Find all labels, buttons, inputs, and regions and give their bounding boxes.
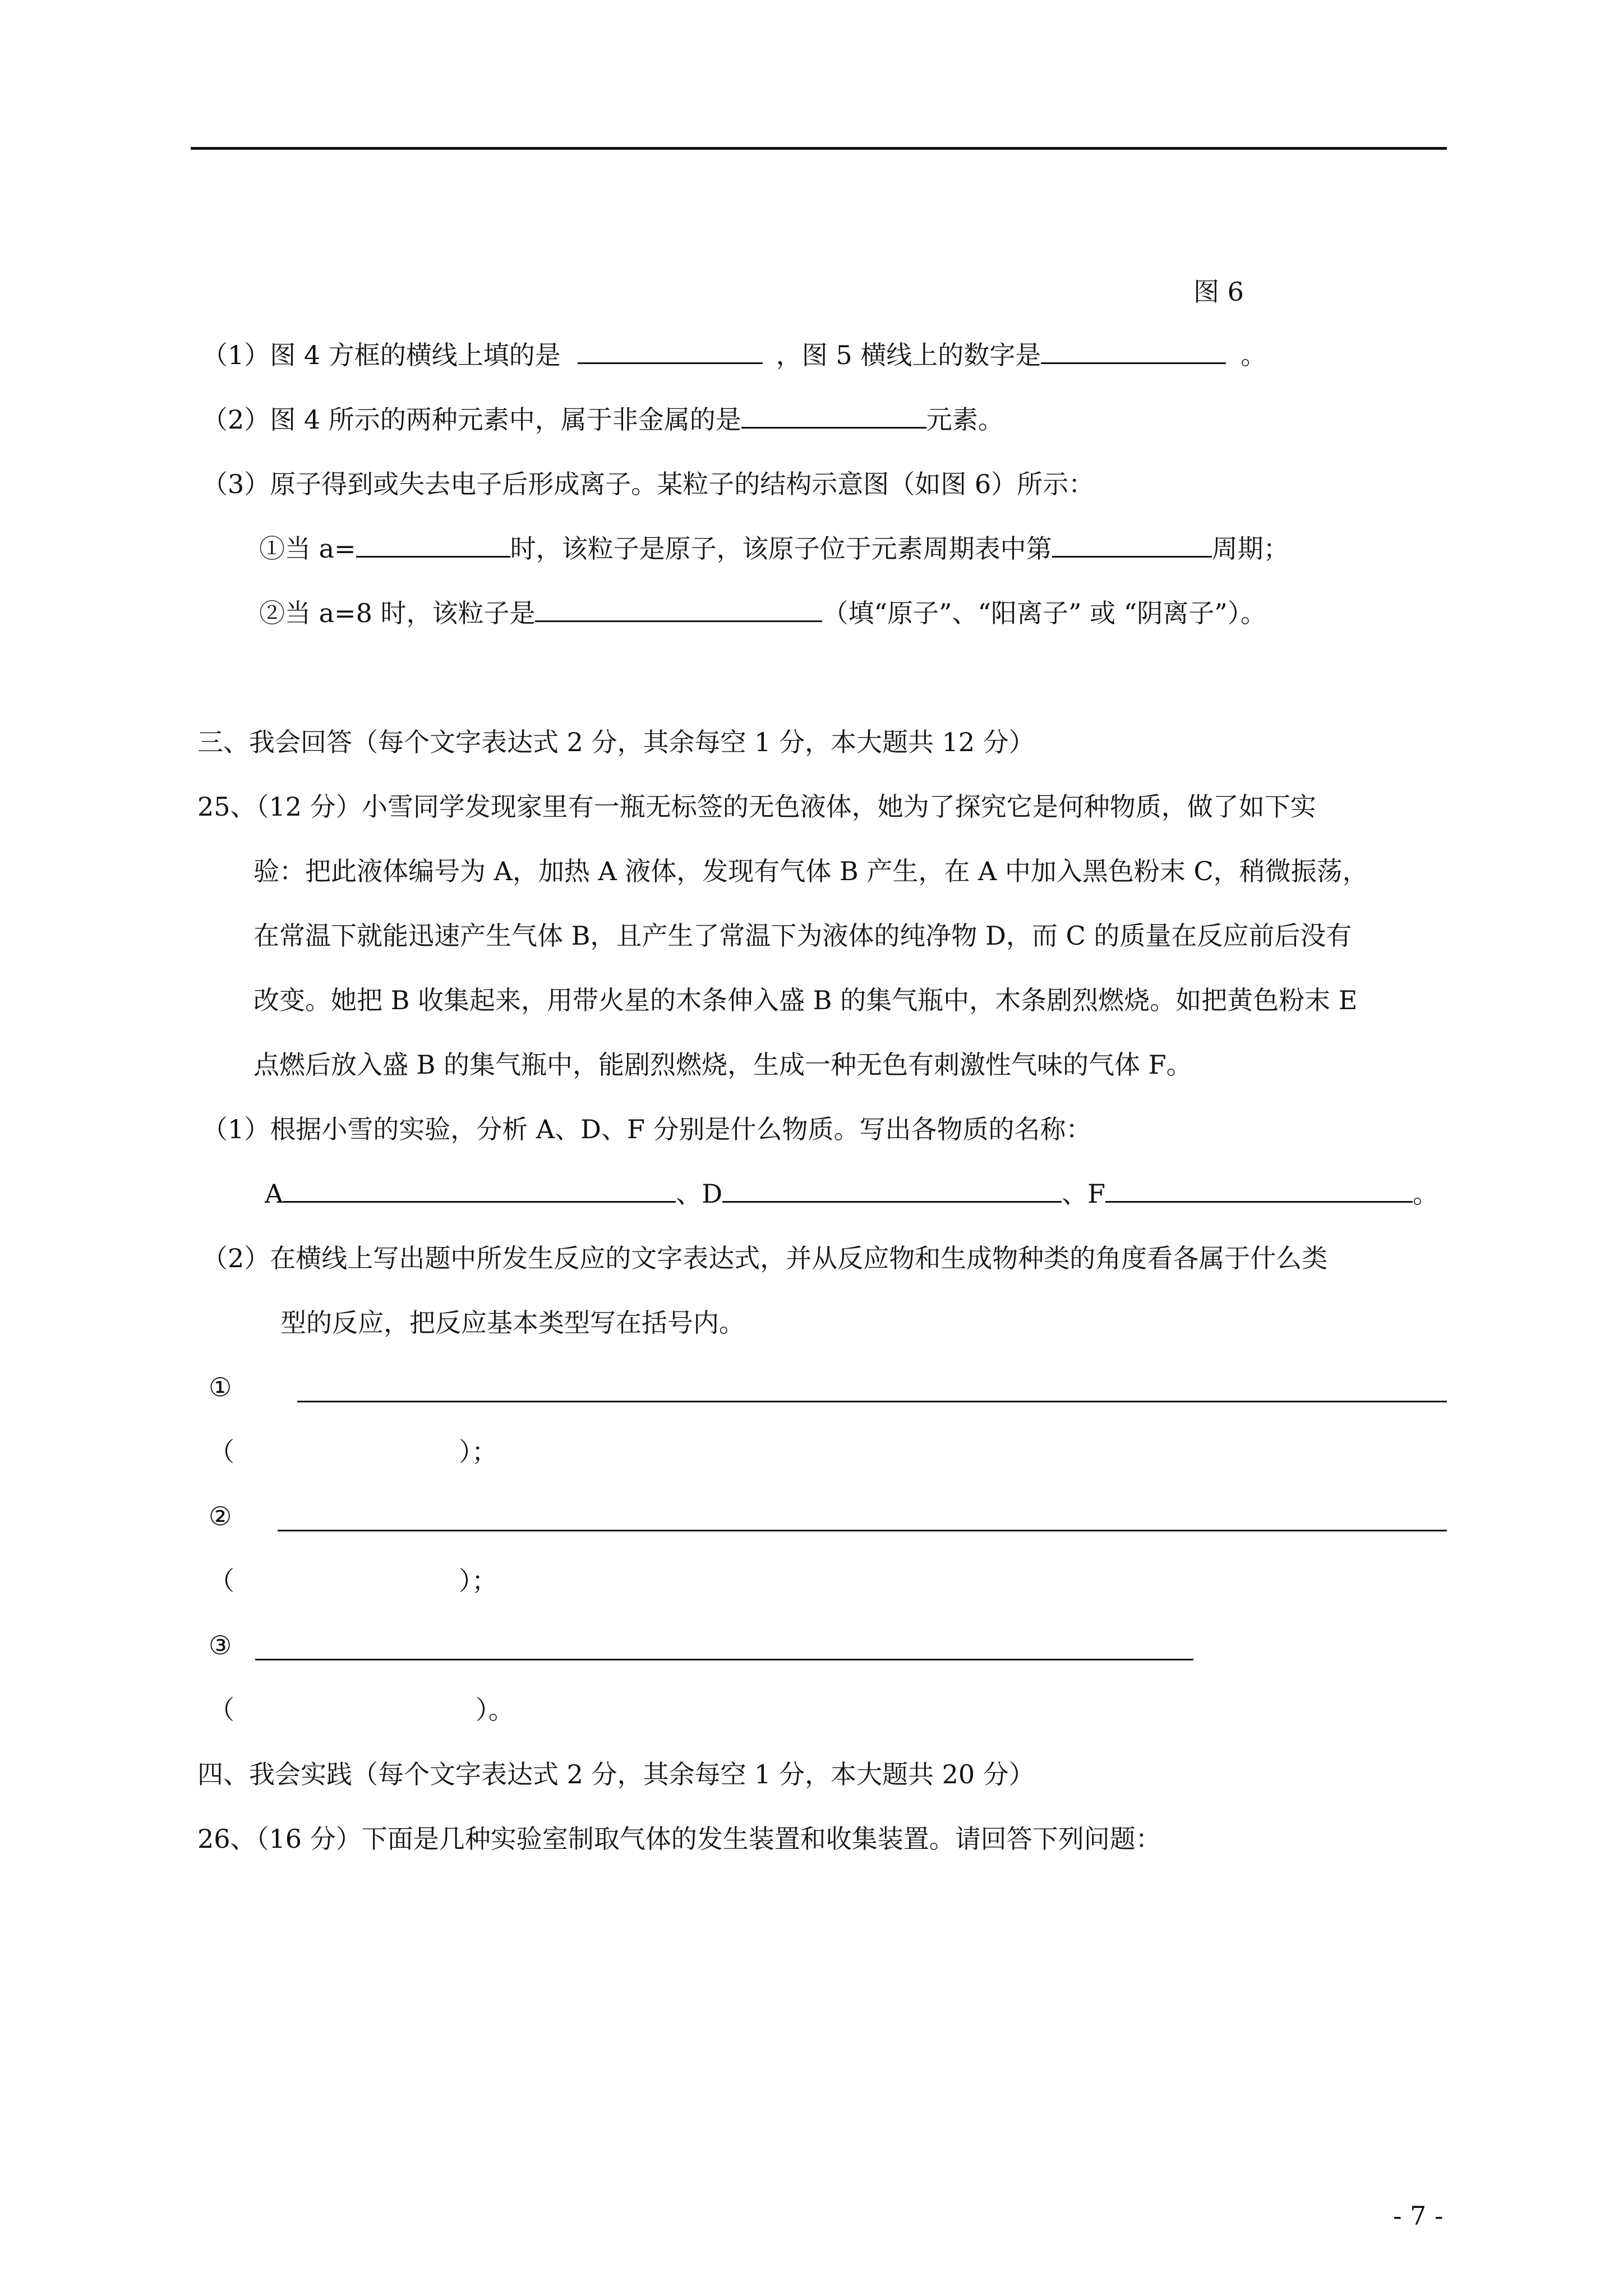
q24-sub2 xyxy=(259,596,1266,630)
marker-2: ② xyxy=(209,1501,232,1531)
q25-part2-a: （2）在横线上写出题中所发生反应的文字表达式，并从反应物和生成物种类的角度看各属于什么类 xyxy=(202,1243,1328,1273)
paren-open-2: （ xyxy=(209,1566,234,1596)
q25-line-5: 点燃后放入盛 B 的集气瓶中，能剧烈燃烧，生成一种无色有刺激性气味的气体 F。 xyxy=(253,1050,1192,1080)
paren-open-3: （ xyxy=(209,1695,234,1725)
equation-1-line[interactable] xyxy=(297,1401,1447,1402)
q24-sub1 xyxy=(259,532,1289,565)
q26-intro: 26、（16 分）下面是几种实验室制取气体的发生装置和收集装置。请回答下列问题： xyxy=(197,1824,1161,1854)
q25-line-3: 在常温下就能迅速产生气体 B，且产生了常温下为液体的纯净物 D，而 C 的质量在反应前后没有 xyxy=(253,921,1352,951)
type-2 xyxy=(209,1564,497,1598)
page-number: - 7 - xyxy=(1393,2201,1444,2231)
label-a: A xyxy=(265,1179,284,1209)
paren-close-3: ）。 xyxy=(476,1695,514,1725)
marker-3: ③ xyxy=(209,1630,232,1660)
blank-name-a[interactable] xyxy=(283,1179,676,1203)
q24-part2-text-a: （2）图 4 所示的两种元素中，属于非金属的是 xyxy=(202,404,741,435)
q25-line-4: 改变。她把 B 收集起来，用带火星的木条伸入盛 B 的集气瓶中，木条剧烈燃烧。如把黄色粉末 E xyxy=(253,985,1358,1015)
type-3 xyxy=(209,1693,514,1727)
names-end: 。 xyxy=(1413,1179,1439,1209)
figure-label: 图 6 xyxy=(1193,277,1244,307)
q24-part1-end: 。 xyxy=(1241,340,1267,370)
blank-fig5[interactable] xyxy=(1041,340,1226,364)
q24-sub1-text-c: 周期； xyxy=(1211,533,1289,564)
q24-sub1-text-a: ①当 a= xyxy=(259,533,356,564)
q24-sub2-text-b: （填“原子”、“阳离子” 或 “阴离子”）。 xyxy=(822,598,1266,628)
q24-part2 xyxy=(202,403,1004,436)
q24-sub1-text-b: 时，该粒子是原子，该原子位于元素周期表中第 xyxy=(510,533,1052,564)
q25-line-1: 25、（12 分）小雪同学发现家里有一瓶无标签的无色液体，她为了探究它是何种物质，做了如下实 xyxy=(197,792,1316,822)
type-1 xyxy=(209,1435,497,1469)
section3-heading: 三、我会回答（每个文字表达式 2 分，其余每空 1 分，本大题共 12 分） xyxy=(197,727,1035,757)
paren-open-1: （ xyxy=(209,1437,234,1467)
blank-fig4[interactable] xyxy=(578,340,763,364)
label-f: 、F xyxy=(1062,1179,1106,1209)
blank-particle-type[interactable] xyxy=(535,598,822,622)
q24-part2-text-b: 元素。 xyxy=(926,404,1004,435)
blank-nonmetal[interactable] xyxy=(741,404,926,429)
q25-line-2: 验：把此液体编号为 A，加热 A 液体，发现有气体 B 产生，在 A 中加入黑色粉末 C，稍微振荡， xyxy=(253,856,1368,886)
q25-part2-b: 型的反应，把反应基本类型写在括号内。 xyxy=(280,1308,745,1338)
blank-name-f[interactable] xyxy=(1105,1179,1413,1203)
blank-a-value[interactable] xyxy=(356,533,510,558)
marker-1: ① xyxy=(209,1372,232,1402)
header-rule xyxy=(191,147,1447,150)
paren-close-2: ）； xyxy=(459,1566,497,1596)
blank-name-d[interactable] xyxy=(722,1179,1062,1203)
label-d: 、D xyxy=(676,1179,723,1209)
q24-part1-text-b: ，图 5 横线上的数字是 xyxy=(776,340,1041,370)
q25-part1: （1）根据小雪的实验，分析 A、D、F 分别是什么物质。写出各物质的名称： xyxy=(202,1114,1092,1144)
blank-period[interactable] xyxy=(1052,533,1212,558)
q24-sub2-text-a: ②当 a=8 时，该粒子是 xyxy=(259,598,536,628)
equation-3-line[interactable] xyxy=(255,1659,1193,1660)
q24-part3: （3）原子得到或失去电子后形成离子。某粒子的结构示意图（如图 6）所示： xyxy=(202,469,1095,499)
q24-part1 xyxy=(202,338,1266,372)
q25-names-row xyxy=(265,1177,1438,1211)
paren-close-1: ）； xyxy=(459,1437,497,1467)
section4-heading: 四、我会实践（每个文字表达式 2 分，其余每空 1 分，本大题共 20 分） xyxy=(197,1759,1035,1789)
equation-2-line[interactable] xyxy=(278,1530,1447,1531)
q24-part1-text-a: （1）图 4 方框的横线上填的是 xyxy=(202,340,561,370)
